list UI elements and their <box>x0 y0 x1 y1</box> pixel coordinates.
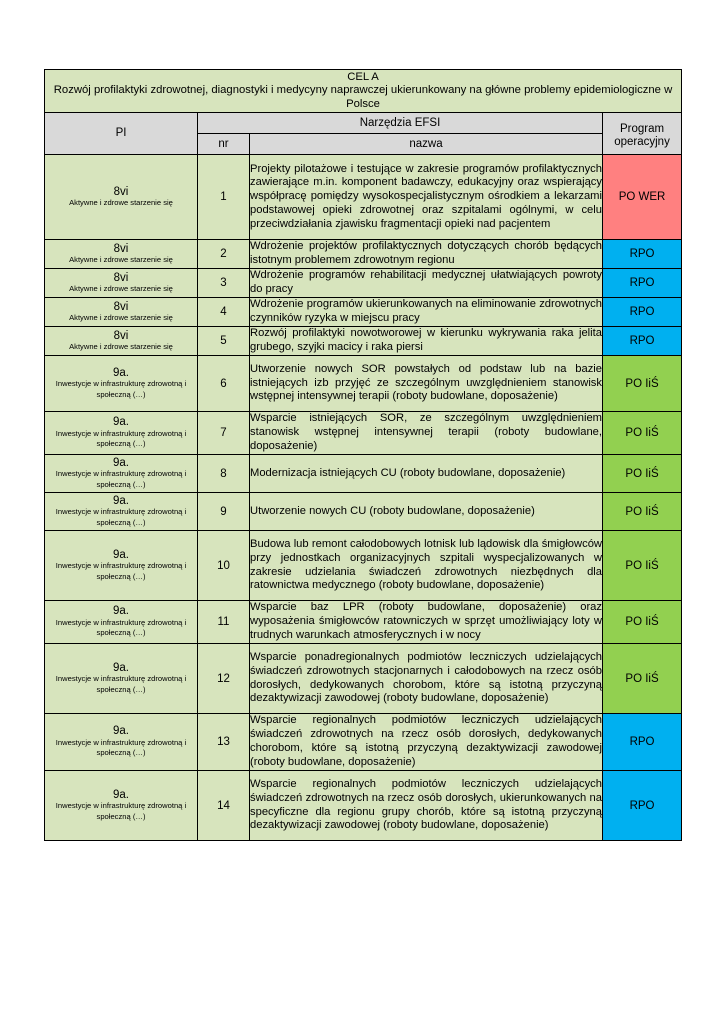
nr-cell: 9 <box>198 493 250 531</box>
pi-cell <box>45 714 198 771</box>
pi-cell <box>45 493 198 531</box>
pi-code: 8vi <box>113 185 129 198</box>
nr-cell: 6 <box>198 356 250 412</box>
pi-description: Inwestycje w infrastrukturę zdrowotną i społeczną (…) <box>55 674 187 694</box>
nr-cell: 13 <box>198 714 250 771</box>
tool-name-cell: Wsparcie ponadregionalnych podmiotów leczniczych udzielających świadczeń zdrowotnych stacjonarnych i całodobowych na rzecz osób dorosłych, dedykowanych chorobom, które są istotną przyczyną dezaktywizacji zawodowej (roboty budowlane, doposażenie) <box>250 644 603 714</box>
tool-name-cell: Projekty pilotażowe i testujące w zakresie programów profilaktycznych zawierające m.in. komponent badawczy, edukacyjny oraz wspierający współpracę pomiędzy wysokospecjalistycznym ośrodkiem a lekarzami podstawowej opieki zdrowotnej oraz szpitalami ogólnymi, w celu przeciwdziałania zjawisku fragmentacji opieki nad pacjentem <box>250 155 603 240</box>
col-header-program: Program operacyjny <box>603 113 682 155</box>
pi-cell <box>45 240 198 269</box>
tool-name-cell: Wdrożenie programów rehabilitacji medycznej ułatwiających powroty do pracy <box>250 269 603 298</box>
nr-cell: 7 <box>198 412 250 455</box>
pi-description: Aktywne i zdrowe starzenie się <box>69 284 173 293</box>
efsi-table <box>44 69 682 841</box>
table-row <box>45 644 682 714</box>
pi-description: Inwestycje w infrastrukturę zdrowotną i społeczną (…) <box>55 561 187 581</box>
table-row <box>45 269 682 298</box>
pi-cell <box>45 356 198 412</box>
pi-code: 9a. <box>113 366 129 379</box>
program-cell: PO IiŚ <box>603 412 682 455</box>
pi-code: 9a. <box>113 548 129 561</box>
tool-name-cell: Modernizacja istniejących CU (roboty budowlane, doposażenie) <box>250 455 603 493</box>
tool-name-cell: Wsparcie istniejących SOR, ze szczególnym uwzględnieniem stanowisk wstępnej intensywnej terapii (roboty budowlane, doposażenie) <box>250 412 603 455</box>
pi-code: 9a. <box>113 725 129 738</box>
pi-description: Aktywne i zdrowe starzenie się <box>69 313 173 322</box>
pi-description: Inwestycje w infrastrukturę zdrowotną i społeczną (…) <box>55 801 187 821</box>
pi-description: Inwestycje w infrastrukturę zdrowotną i społeczną (…) <box>55 428 187 449</box>
pi-description: Aktywne i zdrowe starzenie się <box>69 342 173 351</box>
pi-code: 8vi <box>113 329 129 342</box>
nr-cell: 8 <box>198 455 250 493</box>
table-row <box>45 327 682 356</box>
tool-name-cell: Wsparcie baz LPR (roboty budowlane, doposażenie) oraz wyposażenia śmigłowców ratowniczych w sprzęt umożliwiający loty w trudnych warunkach atmosferycznych i w nocy <box>250 601 603 644</box>
program-cell: RPO <box>603 327 682 356</box>
program-cell: RPO <box>603 298 682 327</box>
nr-cell: 11 <box>198 601 250 644</box>
table-row <box>45 412 682 455</box>
pi-code: 9a. <box>113 605 129 618</box>
pi-code: 9a. <box>113 788 129 801</box>
pi-description: Inwestycje w infrastrukturę zdrowotną i społeczną (…) <box>55 379 187 399</box>
pi-code: 9a. <box>113 661 129 674</box>
table-row <box>45 493 682 531</box>
cel-description: Rozwój profilaktyki zdrowotnej, diagnostyki i medycyny naprawczej ukierunkowany na główne problemy epidemiologiczne w Polsce <box>53 84 673 110</box>
table-row <box>45 714 682 771</box>
program-cell: PO WER <box>603 155 682 240</box>
pi-cell <box>45 155 198 240</box>
tool-name-cell: Wdrożenie projektów profilaktycznych dotyczących chorób będących istotnym problemem zdrowotnym regionu <box>250 240 603 269</box>
table-row <box>45 531 682 601</box>
pi-code: 8vi <box>113 271 129 284</box>
nr-cell: 3 <box>198 269 250 298</box>
col-header-name: nazwa <box>250 134 603 155</box>
program-cell: RPO <box>603 269 682 298</box>
tool-name-cell: Wsparcie regionalnych podmiotów leczniczych udzielających świadczeń zdrowotnych na rzecz osób dorosłych, dedykowanych chorobom, które są istotną przyczyną dezaktywizacji zawodowej (roboty budowlane, doposażenie) <box>250 714 603 771</box>
program-cell: RPO <box>603 714 682 771</box>
pi-description: Aktywne i zdrowe starzenie się <box>69 255 173 264</box>
cel-header <box>45 70 682 113</box>
pi-description: Inwestycje w infrastrukturę zdrowotną i społeczną (…) <box>55 507 187 527</box>
table-row <box>45 601 682 644</box>
tool-name-cell: Utworzenie nowych CU (roboty budowlane, doposażenie) <box>250 493 603 531</box>
program-cell: PO IiŚ <box>603 493 682 531</box>
tool-name-cell: Wdrożenie programów ukierunkowanych na eliminowanie zdrowotnych czynników ryzyka w miejscu pracy <box>250 298 603 327</box>
pi-code: 8vi <box>113 300 129 313</box>
pi-cell <box>45 412 198 455</box>
program-cell: RPO <box>603 240 682 269</box>
nr-cell: 4 <box>198 298 250 327</box>
tool-name-cell: Utworzenie nowych SOR powstałych od podstaw lub na bazie istniejących izb przyjęć ze szczególnym uwzględnieniem stanowisk wstępnej intensywnej terapii (roboty budowlane, doposażenie) <box>250 356 603 412</box>
tool-name-cell: Rozwój profilaktyki nowotworowej w kierunku wykrywania raka jelita grubego, szyjki macicy i raka piersi <box>250 327 603 356</box>
pi-cell <box>45 771 198 841</box>
pi-code: 9a. <box>113 416 129 429</box>
table-row <box>45 298 682 327</box>
table-row <box>45 455 682 493</box>
nr-cell: 10 <box>198 531 250 601</box>
pi-code: 9a. <box>113 494 129 507</box>
nr-cell: 5 <box>198 327 250 356</box>
nr-cell: 14 <box>198 771 250 841</box>
nr-cell: 1 <box>198 155 250 240</box>
tool-name-cell: Budowa lub remont całodobowych lotnisk lub lądowisk dla śmigłowców przy jednostkach organizacyjnych szpitali wyspecjalizowanych w zakresie udzielania świadczeń zdrowotnych niezbędnych dla ratownictwa medycznego (roboty budowlane, doposażenie) <box>250 531 603 601</box>
pi-cell <box>45 644 198 714</box>
program-cell: PO IiŚ <box>603 601 682 644</box>
table-row <box>45 771 682 841</box>
pi-code: 9a. <box>113 456 129 469</box>
table-row <box>45 356 682 412</box>
pi-code: 8vi <box>113 242 129 255</box>
program-cell: PO IiŚ <box>603 531 682 601</box>
pi-description: Inwestycje w infrastrukturę zdrowotną i społeczną (…) <box>55 469 187 489</box>
pi-cell <box>45 269 198 298</box>
table-row <box>45 155 682 240</box>
tool-name-cell: Wsparcie regionalnych podmiotów leczniczych udzielających świadczeń zdrowotnych na rzecz osób dorosłych, ukierunkowanych na specyficzne dla regionu grupy chorób, które są istotną przyczyną dezaktywizacji zawodowej (roboty budowlane, doposażenie) <box>250 771 603 841</box>
pi-cell <box>45 531 198 601</box>
pi-cell <box>45 455 198 493</box>
pi-description: Aktywne i zdrowe starzenie się <box>69 198 173 207</box>
program-cell: PO IiŚ <box>603 644 682 714</box>
pi-cell <box>45 327 198 356</box>
col-header-nr: nr <box>198 134 250 155</box>
pi-cell <box>45 601 198 644</box>
nr-cell: 12 <box>198 644 250 714</box>
col-header-pi: PI <box>45 113 198 155</box>
col-header-tools: Narzędzia EFSI <box>198 113 603 134</box>
program-cell: PO IiŚ <box>603 356 682 412</box>
program-cell: PO IiŚ <box>603 455 682 493</box>
cel-title: CEL A <box>347 71 379 84</box>
nr-cell: 2 <box>198 240 250 269</box>
pi-description: Inwestycje w infrastrukturę zdrowotną i społeczną (…) <box>55 617 187 638</box>
program-cell: RPO <box>603 771 682 841</box>
pi-cell <box>45 298 198 327</box>
pi-description: Inwestycje w infrastrukturę zdrowotną i społeczną (…) <box>55 737 187 758</box>
table-row <box>45 240 682 269</box>
